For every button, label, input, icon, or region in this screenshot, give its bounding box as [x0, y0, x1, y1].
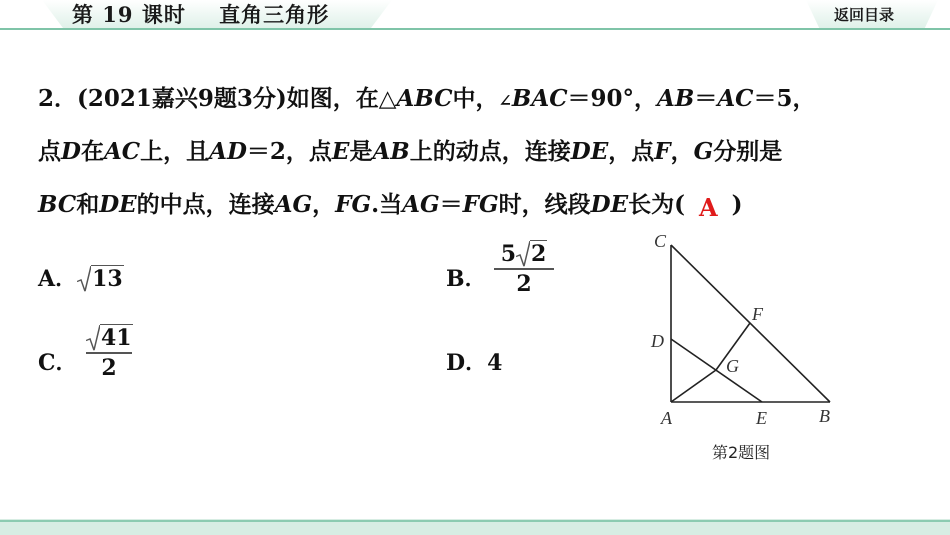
option-a[interactable] [38, 262, 124, 293]
option-d-label: D． [446, 350, 488, 376]
segment-ag [671, 370, 716, 402]
radical-icon [77, 266, 91, 292]
triangle-figure [650, 228, 850, 428]
option-b-label: B． [446, 266, 487, 292]
option-b-fraction: 5 2 2 [494, 241, 554, 297]
point-e-label: E [756, 408, 767, 428]
radical-icon [86, 325, 100, 351]
question-line-1: 2．(2021嘉兴9题3分)如图，在△ABC中，∠BAC＝90°，AB＝AC＝5， [38, 85, 816, 112]
answer-text: A [699, 193, 718, 222]
point-d-label: D [651, 331, 664, 351]
option-b[interactable] [446, 262, 487, 293]
option-d[interactable] [446, 346, 502, 377]
option-d-value: 4 [487, 350, 503, 376]
footer-rule [0, 520, 950, 522]
back-to-contents-button[interactable]: 返回目录 [834, 6, 895, 24]
question-line-3: BC和DE的中点，连接AG，FG.当AG＝FG时，线段DE长为( A ) [38, 191, 743, 222]
point-a-label: A [661, 408, 672, 428]
header-divider [0, 28, 950, 30]
angle-symbol: ∠ [498, 91, 512, 110]
question-line-2: 点D在AC上，且AD＝2，点E是AB上的动点，连接DE，点F，G分别是 [38, 138, 783, 165]
option-a-label: A． [38, 266, 78, 292]
option-c-label: C． [38, 350, 78, 376]
option-c[interactable] [38, 346, 78, 377]
lesson-title: 第 19 课时 直角三角形 [72, 2, 330, 27]
point-g-label: G [726, 356, 739, 376]
radical-icon [516, 241, 530, 267]
point-c-label: C [654, 231, 667, 251]
point-b-label: B [819, 406, 830, 426]
option-c-fraction: 41 2 [86, 325, 132, 381]
point-f-label: F [752, 304, 763, 324]
figure-caption: 第2题图 [712, 443, 771, 462]
sqrt-13: 13 [77, 266, 124, 292]
